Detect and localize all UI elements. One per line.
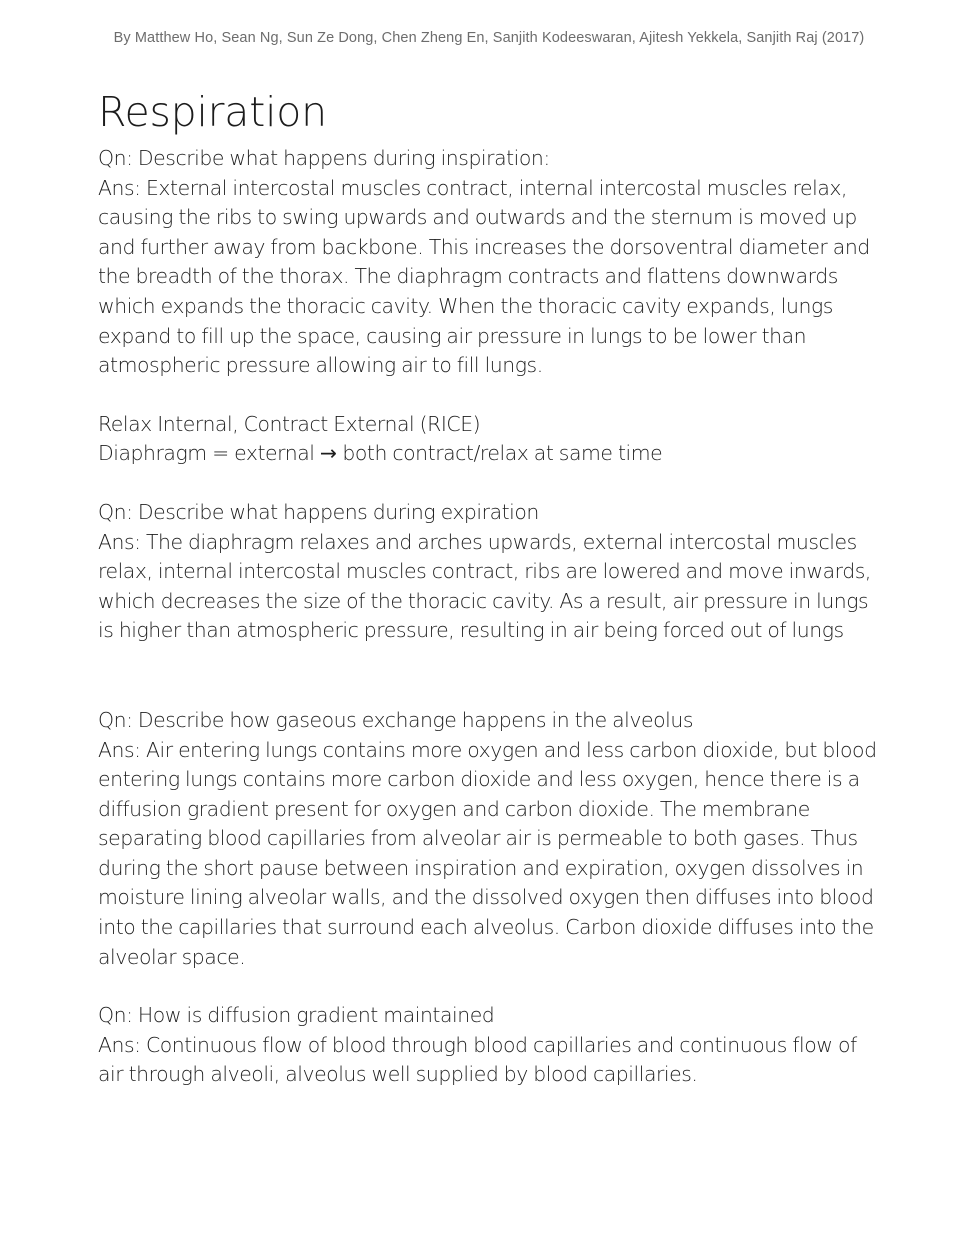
mnemonic-diaphragm-text-before: Diaphragm = external [98, 441, 320, 466]
answer-diffusion-gradient: Ans: Continuous flow of blood through blood capillaries and continuous flow of air through alveoli, alveolus well supplied by blood capillaries. [98, 1032, 857, 1087]
mnemonic-diaphragm-text-after: both contract/relax at same time [336, 441, 663, 466]
paragraph-spacer [98, 469, 884, 498]
paragraph-spacer-large [98, 646, 884, 706]
document-content [98, 86, 884, 1090]
paragraph-spacer [98, 381, 884, 410]
answer-inspiration: Ans: External intercostal muscles contract, internal intercostal muscles relax, causing the ribs to swing upwards and outwards and the sternum is moved up and further away from backbone. This increases the dorsoventral diameter and the breadth of the thorax. The diaphragm contracts and flattens downwards which expands the thoracic cavity. When the thoracic cavity expands, lungs expand to fill up the space, causing air pressure in lungs to be lower than atmospheric pressure allowing air to fill lungs. [98, 175, 870, 378]
question-inspiration: Qn: Describe what happens during inspiration: [98, 146, 550, 170]
document-byline: By Matthew Ho, Sean Ng, Sun Ze Dong, Chen Zheng En, Sanjith Kodeeswaran, Ajitesh Yekkela, Sanjith Raj (2017) [113, 30, 865, 46]
right-arrow-icon: → [319, 441, 337, 466]
paragraph-spacer [98, 972, 884, 1001]
mnemonic-rice-line: Relax Internal, Contract External (RICE) [98, 411, 481, 436]
mnemonic-diaphragm-line [98, 439, 884, 469]
question-expiration: Qn: Describe what happens during expiration [98, 499, 539, 524]
question-diffusion-gradient: Qn: How is diffusion gradient maintained [98, 1003, 495, 1028]
answer-gaseous-exchange: Ans: Air entering lungs contains more oxygen and less carbon dioxide, but blood entering lungs contains more carbon dioxide and less oxygen, hence there is a diffusion gradient present for oxygen and carbon dioxide. The membrane separating blood capillaries from alveolar air is permeable to both gases. Thus during the short pause between inspiration and expiration, oxygen dissolves in moisture lining alveolar walls, and the dissolved oxygen then diffuses into blood into the capillaries that surround each alveolus. Carbon dioxide diffuses into the alveolar space. [98, 737, 877, 969]
answer-expiration: Ans: The diaphragm relaxes and arches upwards, external intercostal muscles relax, internal intercostal muscles contract, ribs are lowered and move inwards, which decreases the size of the thoracic cavity. As a result, air pressure in lungs is higher than atmospheric pressure, resulting in air being forced out of lungs [98, 529, 871, 643]
question-gaseous-exchange: Qn: Describe how gaseous exchange happens in the alveolus [98, 707, 693, 732]
page-title: Respiration [98, 88, 327, 136]
